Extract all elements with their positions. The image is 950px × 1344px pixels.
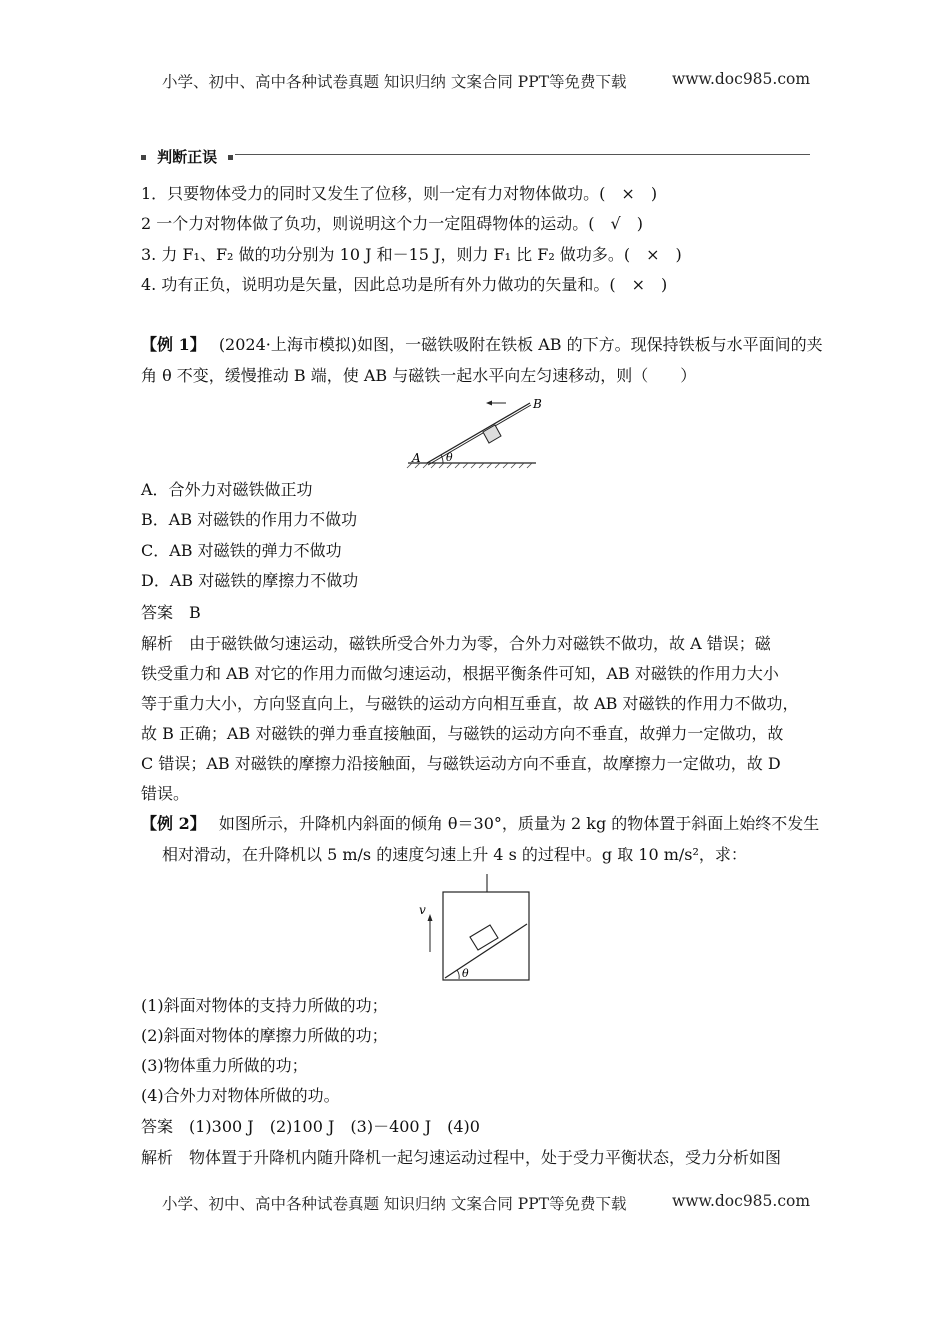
example1-line2: 角 θ 不变，缓慢推动 B 端，使 AB 与磁铁一起水平向左匀速移动，则（ ） — [141, 366, 697, 385]
analysis-line: 解析 由于磁铁做匀速运动，磁铁所受合外力为零，合外力对磁铁不做功，故 A 错误；磁 — [141, 634, 771, 653]
square-bullet-icon — [228, 155, 233, 160]
example2-line2: 相对滑动，在升降机以 5 m/s 的速度匀速上升 4 s 的过程中。g 取 10 m/s²，求： — [162, 845, 747, 864]
question-item: (1)斜面对物体的支持力所做的功； — [141, 996, 388, 1015]
header-site-link[interactable]: www.doc985.com — [672, 70, 811, 88]
label-a: A — [412, 451, 421, 465]
question-item: (3)物体重力所做的功； — [141, 1056, 308, 1075]
label-theta: θ — [462, 967, 469, 980]
angle-arc — [457, 970, 459, 979]
label-b: B — [533, 397, 542, 411]
header-text: 小学、初中、高中各种试卷真题 知识归纳 文案合同 PPT等免费下载 — [162, 73, 627, 91]
push-arrow-head — [486, 401, 492, 406]
analysis-line: 故 B 正确；AB 对磁铁的弹力垂直接触面，与磁铁的运动方向不垂直，故弹力一定做功，故 — [141, 724, 784, 743]
option-c: C．AB 对磁铁的弹力不做功 — [141, 541, 342, 560]
section-divider — [235, 154, 810, 155]
label-theta: θ — [446, 451, 453, 464]
incline-magnet-figure — [400, 392, 540, 468]
judgment-item: 1．只要物体受力的同时又发生了位移，则一定有力对物体做功。( × ) — [141, 184, 658, 203]
example1-tag: 【例 1】 — [141, 335, 206, 354]
section-heading — [141, 146, 233, 167]
footer-text: 小学、初中、高中各种试卷真题 知识归纳 文案合同 PPT等免费下载 — [162, 1195, 627, 1213]
velocity-arrow-head — [428, 914, 433, 921]
analysis-line: 铁受重力和 AB 对它的作用力而做匀速运动，根据平衡条件可知，AB 对磁铁的作用力大小 — [141, 664, 779, 683]
judgment-item: 4. 功有正负，说明功是矢量，因此总功是所有外力做功的矢量和。( × ) — [141, 275, 668, 294]
option-b: B．AB 对磁铁的作用力不做功 — [141, 510, 358, 529]
question-item: (4)合外力对物体所做的功。 — [141, 1086, 340, 1105]
example1-line1: (2024·上海市模拟)如图，一磁铁吸附在铁板 AB 的下方。现保持铁板与水平面间的夹 — [218, 335, 823, 354]
example2-tag: 【例 2】 — [141, 814, 206, 833]
iron-plate-top — [427, 403, 530, 463]
analysis-line: 错误。 — [141, 784, 190, 803]
judgment-item: 2 一个力对物体做了负功，则说明这个力一定阻碍物体的运动。( √ ) — [141, 214, 643, 233]
analysis-line: C 错误；AB 对磁铁的摩擦力沿接触面，与磁铁运动方向不垂直，故摩擦力一定做功，故 D — [141, 754, 781, 773]
judgment-item: 3. 力 F₁、F₂ 做的功分别为 10 J 和－15 J，则力 F₁ 比 F₂ 做功多。( × ) — [141, 245, 682, 264]
elevator-incline-figure — [415, 872, 535, 984]
question-item: (2)斜面对物体的摩擦力所做的功； — [141, 1026, 388, 1045]
iron-plate-bottom — [428, 405, 531, 465]
square-bullet-icon — [141, 155, 146, 160]
example1-answer: 答案 B — [141, 603, 201, 622]
example1-question — [141, 335, 823, 355]
magnet-block — [483, 425, 501, 443]
example2-line1: 如图所示，升降机内斜面的倾角 θ＝30°，质量为 2 kg 的物体置于斜面上始终不发生 — [218, 814, 820, 833]
example2-analysis: 解析 物体置于升降机内随升降机一起匀速运动过程中，处于受力平衡状态，受力分析如图 — [141, 1148, 782, 1167]
label-v: v — [419, 903, 426, 917]
ground-hatching — [407, 463, 532, 468]
example2-answer: 答案 (1)300 J (2)100 J (3)－400 J (4)0 — [141, 1117, 480, 1136]
option-a: A．合外力对磁铁做正功 — [141, 480, 313, 499]
example2-question — [141, 814, 819, 834]
section-title: 判断正误 — [157, 148, 218, 166]
footer-site-link[interactable]: www.doc985.com — [672, 1192, 811, 1210]
analysis-line: 等于重力大小，方向竖直向上，与磁铁的运动方向相互垂直，故 AB 对磁铁的作用力不做功， — [141, 694, 799, 713]
option-d: D．AB 对磁铁的摩擦力不做功 — [141, 571, 359, 590]
